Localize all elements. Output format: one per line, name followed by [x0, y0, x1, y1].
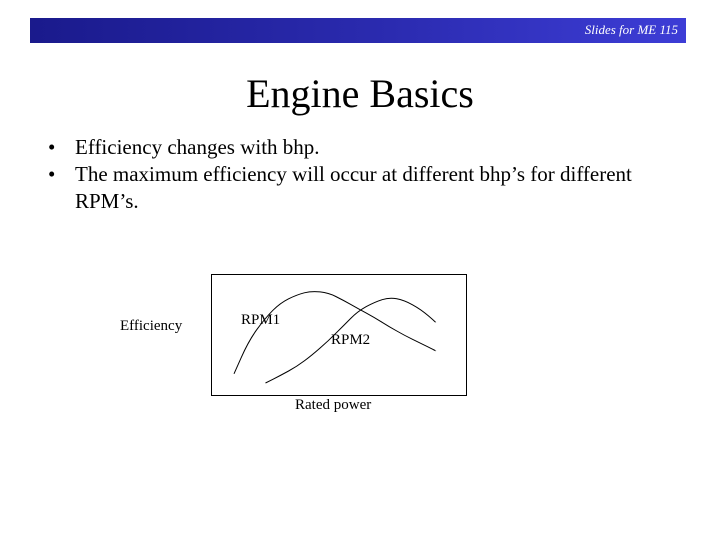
- bullet-marker: •: [48, 162, 56, 186]
- series-label-rpm2: RPM2: [331, 332, 371, 348]
- bullet-list: [48, 134, 688, 215]
- x-axis-label: Rated power: [295, 397, 372, 413]
- bullet-text: The maximum efficiency will occur at different bhp’s for different RPM’s.: [75, 162, 632, 213]
- slide-title: Engine Basics: [246, 71, 474, 116]
- header-text: Slides for ME 115: [584, 22, 678, 37]
- bullet-item: [48, 134, 688, 161]
- series-label-rpm1: RPM1: [241, 312, 281, 328]
- header-bar: [30, 18, 686, 43]
- bullet-marker: •: [48, 135, 56, 159]
- bullet-text: Efficiency changes with bhp.: [75, 135, 320, 159]
- y-axis-label: Efficiency: [120, 318, 183, 334]
- bullet-item: [48, 161, 688, 215]
